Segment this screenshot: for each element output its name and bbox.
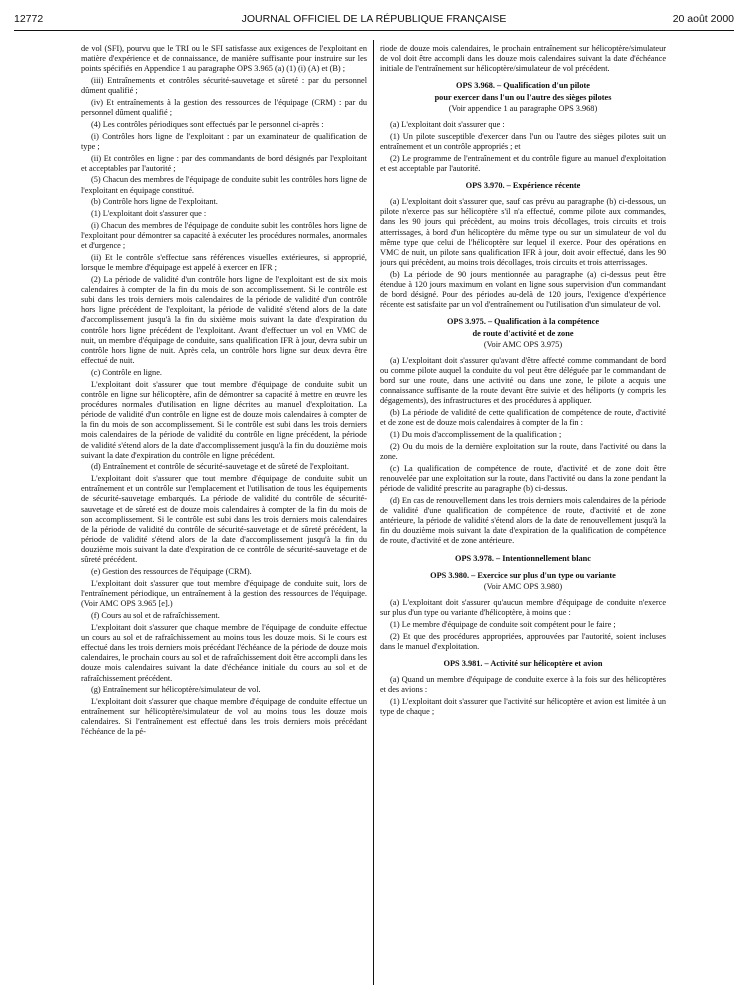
paragraph: (a) Quand un membre d'équipage de conduite exerce à la fois sur des hélicoptères et des avions : — [380, 675, 666, 695]
section-heading: OPS 3.978. – Intentionnellement blanc — [455, 553, 591, 563]
paragraph: (b) La période de validité de cette qualification de compétence de route, d'activité et de zone est de douze mois calendaires à compter de la fin : — [380, 408, 666, 428]
paragraph-continuation: de vol (SFI), pourvu que le TRI ou le SFI satisfasse aux exigences de l'exploitant en matière d'expérience et de connaissance, de manière suffisante pour instruire sur les points spécifiés en Appendice 1 au paragraphe OPS 3.965 (a) (1) (i) (A) et (B) ; — [81, 44, 367, 74]
paragraph: (1) Du mois d'accomplissement de la qualification ; — [390, 430, 562, 440]
paragraph: L'exploitant doit s'assurer que tout membre d'équipage de conduite suit, lors de l'entraînement périodique, un entraînement à la gestion des ressources de l'équipage. (Voir AMC OPS 3.965 [e].) — [81, 578, 367, 609]
paragraph: (b) Contrôle hors ligne de l'exploitant. — [91, 197, 218, 207]
paragraph: (d) En cas de renouvellement dans les trois derniers mois calendaires de la période de validité d'une qualification de compétence de route, d'activité et de zone antérieure, la période de validité s'étend alors de la date de renouvellement jusqu'à la fin du douzième mois suivant la date d'expiration de la qualification de compétence de route, d'activité et de zone antérieure. — [380, 495, 666, 546]
paragraph: (iv) Et entraînements à la gestion des ressources de l'équipage (CRM) : par du personnel dûment qualifié ; — [81, 97, 367, 118]
paragraph: (4) Les contrôles périodiques sont effectués par le personnel ci-après : — [91, 119, 324, 129]
column-divider — [373, 40, 374, 985]
paragraph: L'exploitant doit s'assurer que chaque membre d'équipage de conduite effectue un entraînement sur hélicoptère/simulateur de vol au moins tous les douze mois calendaires. Si l'entraînement est effectué dans les trois derniers mois précédant l'échéance de la pé- — [81, 697, 367, 737]
paragraph: (1) L'exploitant doit s'assurer que l'activité sur hélicoptère et avion est limitée à un type de chaque ; — [380, 697, 666, 717]
page-header — [14, 10, 734, 31]
paragraph: (5) Chacun des membres de l'équipage de conduite subit les contrôles hors ligne de l'exploitant en équipage constitué. — [81, 175, 367, 195]
paragraph: (iii) Entraînements et contrôles sécurité-sauvetage et sûreté : par du personnel dûment qualifié ; — [81, 76, 367, 96]
section-reference: (Voir AMC OPS 3.980) — [483, 581, 563, 591]
paragraph: (2) Et que des procédures appropriées, approuvées par l'autorité, soient incluses dans le manuel d'exploitation. — [380, 631, 666, 651]
paragraph: (2) Ou du mois de la dernière exploitation sur la route, dans l'activité ou dans la zone. — [380, 441, 666, 462]
section-heading: OPS 3.975. – Qualification à la compétence — [446, 317, 600, 327]
paragraph: (2) Le programme de l'entraînement et du contrôle figure au manuel d'exploitation et est acceptable par l'autorité. — [380, 153, 666, 173]
page-number: 12772 — [14, 13, 44, 25]
paragraph: (1) L'exploitant doit s'assurer que : — [91, 209, 207, 219]
section-heading: OPS 3.980. – Exercice sur plus d'un type ou variante — [430, 570, 616, 580]
section-heading-continued: de route d'activité et de zone — [472, 328, 574, 338]
left-text-column — [81, 44, 367, 984]
paragraph: (c) La qualification de compétence de route, d'activité et de zone doit être renouvelée par une exploitation sur la route, dans l'activité ou dans la zone pendant la période de validité prescrite au paragraphe (b) ci-dessus. — [380, 463, 666, 494]
paragraph: (a) L'exploitant doit s'assurer qu'avant d'être affecté comme commandant de bord ou comme pilote auquel la conduite du vol peut être déléguée par le commandant de bord sur une route, dans une activité ou dans une zone, le pilote a acquis une connaissance suffisante de la route devant être suivie et des héliports (y compris les dégagements), des infrastructures et des procédures à appliquer. — [380, 355, 666, 406]
paragraph: (b) La période de 90 jours mentionnée au paragraphe (a) ci-dessus peut être étendue à 120 jours maximum en volant en ligne sous supervision d'un commandant de bord désigné. Pour des périodes au-delà de 120 jours, l'exigence d'expérience récente est satisfaite par un vol d'entraînement ou l'utilisation d'un simulateur de vol. — [380, 269, 666, 310]
journal-title: JOURNAL OFFICIEL DE LA RÉPUBLIQUE FRANÇAISE — [241, 13, 507, 25]
paragraph: (a) L'exploitant doit s'assurer qu'aucun membre d'équipage de conduite n'exerce sur plus d'un type ou variante d'hélicoptère, à moins que : — [380, 598, 666, 618]
right-text-column — [380, 44, 666, 984]
paragraph-continuation: riode de douze mois calendaires, le prochain entraînement sur hélicoptère/simulateur de vol doit être accompli dans les douze mois calendaires suivant la date d'échéance initiale de l'entraînement sur hélicoptère/simulateur de vol précédent. — [380, 44, 666, 74]
paragraph: (1) Un pilote susceptible d'exercer dans l'un ou l'autre des sièges pilotes suit un entraînement et un contrôle appropriés ; et — [380, 131, 666, 151]
section-heading: OPS 3.981. – Activité sur hélicoptère et avion — [443, 659, 603, 669]
paragraph: (e) Gestion des ressources de l'équipage (CRM). — [91, 567, 252, 577]
paragraph: L'exploitant doit s'assurer que tout membre d'équipage de conduite subit un contrôle en ligne sur hélicoptère, afin de démontrer sa capacité à mettre en œuvre les procédures normales d'utilisation en ligne décrites au manuel d'exploitation. La période de validité d'un contrôle en ligne est de douze mois calendaires à compter de la fin du mois de son accomplissement. Si le contrôle est subi dans les trois derniers mois calendaires de la période de validité du contrôle en ligne précédent, la période de validité s'étend alors de la date d'accomplissement jusqu'à la fin du douzième mois suivant la date d'expiration du contrôle en ligne précédent. — [81, 379, 367, 460]
paragraph: (a) L'exploitant doit s'assurer que, sauf cas prévu au paragraphe (b) ci-dessous, un pilote n'exerce pas sur hélicoptère s'il n'a effectué, comme pilote aux commandes, dans les 90 jours qui précèdent, au moins trois décollages, trois circuits et trois atterrissages, à bord d'un hélicoptère du même type ou sur un simulateur de vol du même type que celui de l'hélicoptère sur lequel il exerce. Pour des opérations en VMC de nuit, un pilote sans qualification IFR à jour, doit avoir effectué, dans les 90 jours qui précèdent, au moins trois décollages, trois circuits et trois atterrissages. — [380, 197, 666, 267]
paragraph: (ii) Et le contrôle s'effectue sans références visuelles extérieures, si approprié, lorsque le membre d'équipage est appelé à exercer en IFR ; — [81, 252, 367, 273]
paragraph: L'exploitant doit s'assurer que chaque membre de l'équipage de conduite effectue un cours au sol et de rafraîchissement au moins tous les douze mois. Si le cours est effectué dans les trois derniers mois précédant l'échéance de la période de douze mois calendaires, le prochain cours au sol et de rafraîchissement doit être accompli dans les douze mois calendaires suivant la date d'échéance initiale du cours au sol et de rafraîchissement précédent. — [81, 622, 367, 683]
paragraph: (ii) Et contrôles en ligne : par des commandants de bord désignés par l'exploitant et acceptables par l'autorité ; — [81, 153, 367, 173]
paragraph: (1) Le membre d'équipage de conduite soit compétent pour le faire ; — [390, 620, 616, 629]
section-heading: OPS 3.970. – Expérience récente — [465, 180, 581, 190]
paragraph: (2) La période de validité d'un contrôle hors ligne de l'exploitant est de six mois calendaires à compter de la fin du mois de son accomplissement. Si le contrôle est subi dans les trois derniers mois calendaires de la période de validité d'un contrôle hors ligne précédent de l'exploitant, la période de validité s'étend alors de la date d'accomplissement jusqu'à la fin du sixième mois suivant la date d'expiration du contrôle hors ligne précédent de l'exploitant. Avant d'effectuer un vol en VMC de nuit, un membre d'équipage de conduite, sans qualification IFR à jour, devra subir un contrôle hors ligne de nuit. Après cela, un contrôle hors ligne sur deux devra être effectué de nuit. — [81, 274, 367, 366]
section-heading-continued: pour exercer dans l'un ou l'autre des sièges pilotes — [434, 92, 612, 102]
paragraph: (i) Chacun des membres de l'équipage de conduite subit les contrôles hors ligne de l'exploitant pour démontrer sa capacité à exécuter les procédures normales, anormales et d'urgence ; — [81, 220, 367, 251]
paragraph: (d) Entraînement et contrôle de sécurité-sauvetage et de sûreté de l'exploitant. — [91, 462, 349, 472]
publication-date: 20 août 2000 — [672, 13, 734, 25]
paragraph: (f) Cours au sol et de rafraîchissement. — [91, 610, 220, 620]
paragraph: (i) Contrôles hors ligne de l'exploitant : par un examinateur de qualification de type ; — [81, 131, 367, 151]
section-heading: OPS 3.968. – Qualification d'un pilote — [456, 81, 590, 91]
paragraph: (c) Contrôle en ligne. — [91, 367, 162, 377]
section-reference: (Voir appendice 1 au paragraphe OPS 3.968) — [448, 103, 598, 113]
section-reference: (Voir AMC OPS 3.975) — [483, 339, 563, 349]
paragraph: L'exploitant doit s'assurer que tout membre d'équipage de conduite subit un entraînement et un contrôle sur l'emplacement et l'utilisation de tous les équipements de sécurité-sauvetage embarqués. La période de validité du contrôle de sécurité-sauvetage et de sûreté est de douze mois calendaires à compter de la fin du mois de son accomplissement. Si le contrôle est subi dans les trois derniers mois calendaires de la période de validité du contrôle de sécurité-sauvetage et de sûreté précédent, la période de validité s'étend alors de la date d'accomplissement jusqu'à la fin du douzième mois suivant la date d'expiration de ce contrôle de sécurité-sauvetage et de sûreté précédent. — [81, 474, 367, 565]
paragraph: (a) L'exploitant doit s'assurer que : — [390, 119, 505, 129]
paragraph: (g) Entraînement sur hélicoptère/simulateur de vol. — [91, 685, 261, 695]
